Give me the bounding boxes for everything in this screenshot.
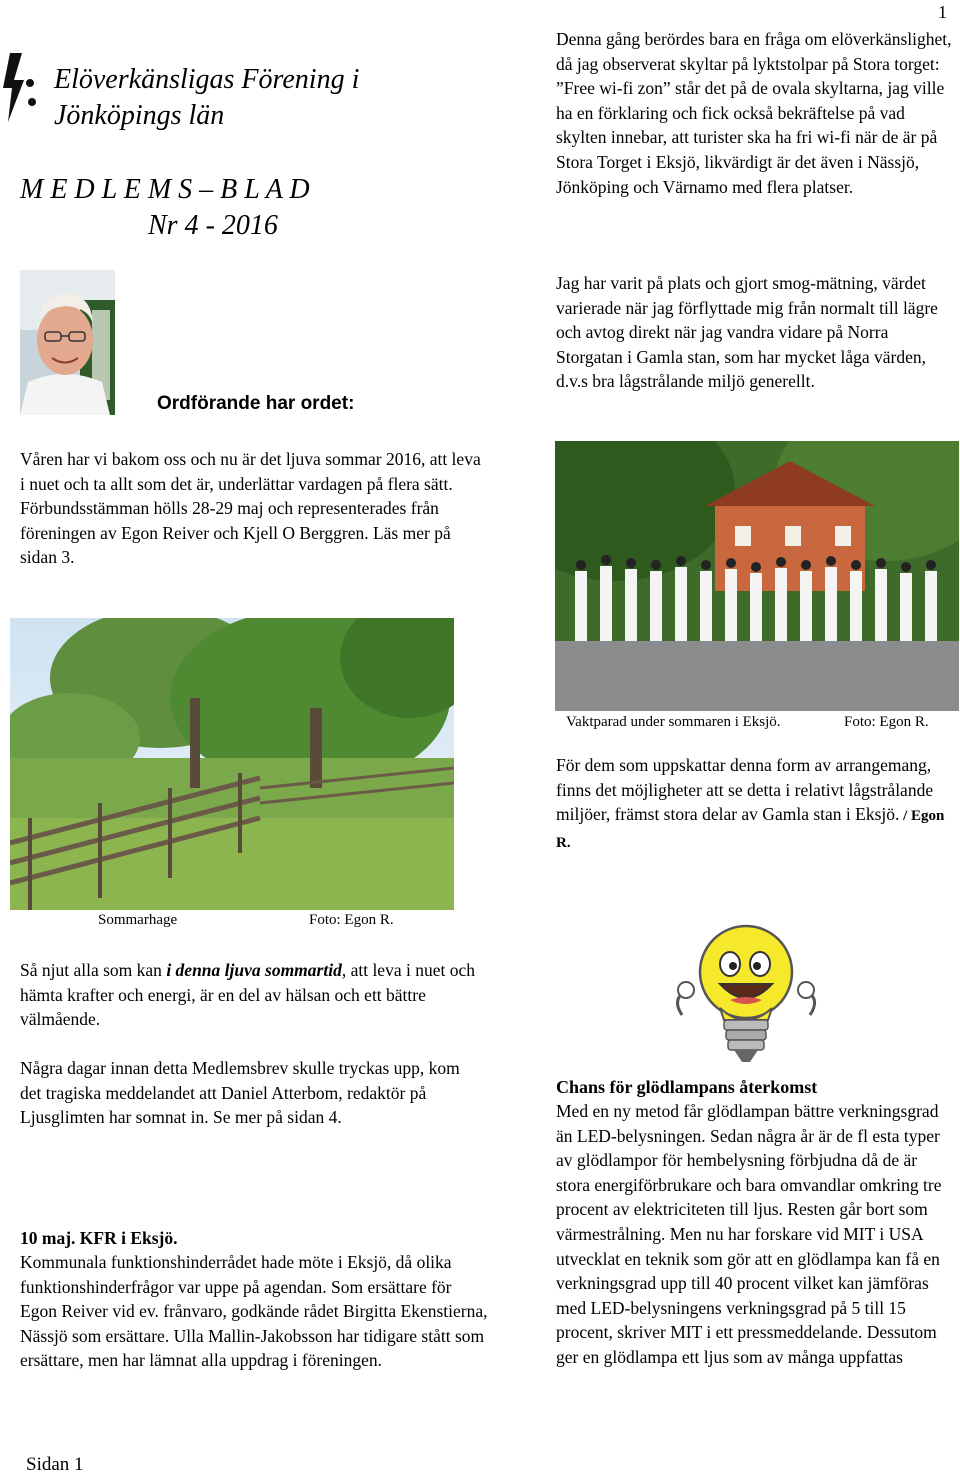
kfr-text: Kommunala funktionshinderrådet hade möte i Eksjö, då olika funktionshinderfrågor var uppe på agendan. Som ersättare för Egon Reiver vid ev. frånvaro, godkände rådet Birgitta Ekenstierna, Nässjö som ersättare. Ulla Mallin-Jakobsson har tidigare stått som ersättare, men har lämnat alla uppdrag i föreningen.	[20, 1252, 488, 1371]
appreciate-signature: / Egon R.	[556, 808, 945, 851]
enjoy-paragraph	[20, 958, 485, 1032]
lightbulb-mascot-icon	[672, 920, 820, 1070]
enjoy-text-end: , att leva i nuet och hämta krafter och energi, är en del av hälsan och ett bättre välmående.	[20, 960, 475, 1030]
enjoy-text-start: Så njut alla som kan	[20, 960, 167, 980]
parade-photo-credit: Foto: Egon R.	[844, 714, 929, 730]
parade-photo	[555, 441, 959, 711]
page-number: 1	[938, 2, 947, 22]
org-name-line2: Jönköpings län	[54, 100, 225, 131]
page-footer: Sidan 1	[26, 1454, 84, 1475]
chairman-text: Våren har vi bakom oss och nu är det ljuva sommar 2016, att leva i nuet och ta allt som det är, underlättar vardagen på flera sätt. Förbundsstämman hölls 28-29 maj och representerades från föreningen av Egon Reiver och Kjell O Berggren. Läs mer på sidan 3.	[20, 449, 481, 568]
pasture-caption: Sommarhage	[98, 912, 178, 928]
wifi-paragraph-1: Denna gång berördes bara en fråga om elöverkänslighet, då jag observerat skyltar på lyktstolpar på Stora torget: ”Free wi-fi zon” står det på de ovala skyltarna, jag ville ha en förklaring och fick också bekräftelse på vad skylten innebar, att turister ska ha fri wi-fi när de är på Stora Torget i Eksjö, likvärdigt är det även i Nässjö, Jönköping och Värnamo med flera platser.	[556, 29, 952, 197]
bulb-text: Med en ny metod får glödlampan bättre verkningsgrad än LED-belysningen. Sedan några år är de fl esta typer av glödlampor för hembelysning förbjudna då de är stora energiförbrukare och bara omvandlar omkring tre procent av elektriciteten till ljus. Resten går bort som värmestrålning. Men nu har forskare vid MIT i USA utvecklat en teknik som gör att en glödlampa kan få en verkningsgrad upp till 40 procent vilket kan jämföras med LED-belysningens verkningsgrad på 5 till 15 procent, skriver MIT i ett pressmeddelande. Dessutom ger en glödlampa ett ljus som av många uppfattas	[556, 1101, 942, 1367]
kfr-heading: 10 maj. KFR i Eksjö.	[20, 1228, 178, 1248]
bulletin-title: M E D L E M S – B L A D	[20, 174, 310, 205]
bulb-heading: Chans för glödlampans återkomst	[556, 1077, 818, 1097]
pasture-photo-credit: Foto: Egon R.	[309, 912, 394, 928]
lightning-logo-icon	[0, 50, 42, 128]
summer-pasture-photo	[10, 618, 454, 910]
appreciate-text: För dem som uppskattar denna form av arrangemang, finns det möjligheter att se detta i relativt lågstrålande miljöer, främst stora delar av Gamla stan i Eksjö.	[556, 755, 934, 825]
chairman-heading: Ordförande har ordet:	[157, 393, 355, 414]
wifi-paragraph-2: Jag har varit på plats och gjort smog-mätning, värdet varierade när jag förflyttade mig från normalt till lägre och avtog direkt när jag vandra vidare på Norra Storgatan i Gamla stan, som har mycket låga värden, d.v.s bra lågstrålande miljö generellt.	[556, 273, 938, 392]
enjoy-emphasis: i denna ljuva sommartid	[166, 960, 342, 980]
appreciate-paragraph	[556, 753, 954, 855]
parade-caption: Vaktparad under sommaren i Eksjö.	[566, 714, 781, 730]
bulletin-number: Nr 4 - 2016	[148, 210, 278, 241]
org-name-line1: Elöverkänsligas Förening i	[54, 64, 360, 95]
chairman-portrait	[20, 270, 115, 415]
obituary-paragraph: Några dagar innan detta Medlemsbrev skulle tryckas upp, kom det tragiska meddelandet att Daniel Atterbom, redaktör på Ljusglimten har somnat in. Se mer på sidan 4.	[20, 1058, 460, 1128]
